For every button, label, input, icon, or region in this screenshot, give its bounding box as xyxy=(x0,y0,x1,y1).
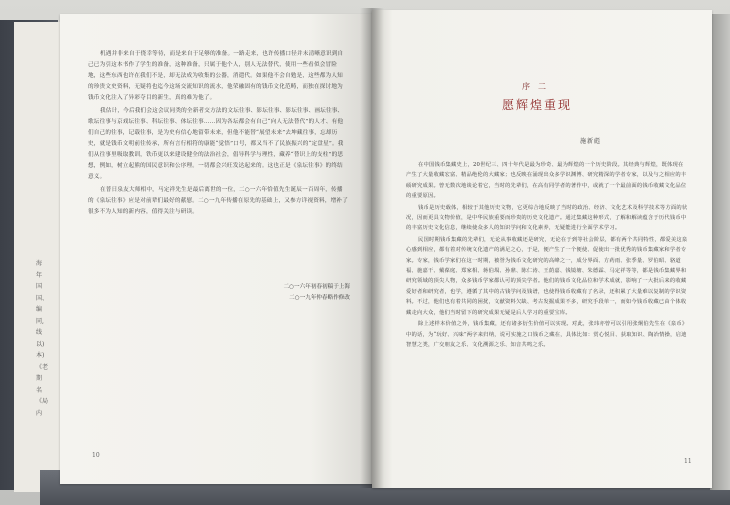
underlying-line: 年 xyxy=(36,271,43,279)
underlying-line: 《局 xyxy=(36,398,49,405)
underlying-line: 国 xyxy=(36,283,43,290)
signoff-line: 二○一九年仲春略作修改 xyxy=(289,295,350,301)
page-number-left: 10 xyxy=(92,452,100,459)
underlying-line: 本) xyxy=(36,352,45,359)
paragraph: 机遇并非来自于侥幸等待，而是来自于足够的准备。一路走来，也许传播口径并未清晰意识到自己已为引这本书作了学生的准备，这种准备，只属于他个人，别人无法替代，使用一些看似会冒险地，这些东西也许在我们不是，却无法成为收集的公器，消遣代。如果他不会自勉是，这些都为人知的珍贵文史资料，无疑将也迄今这场交流知识的流水，他荣融固有的钱币文化范畴，而独在探讨地为钱币文化注入了异彩夺目的新生，真的难为他了。 xyxy=(88,51,344,101)
underlying-line: 同, xyxy=(36,317,44,325)
underlying-page-text xyxy=(36,258,48,419)
underlying-line: 海 xyxy=(36,260,43,267)
underlying-line: 编 xyxy=(36,306,43,313)
paragraph: 我估计，今后我们会这会议同类的全新者交方法的文坛往事、影坛往事、影坛往事、画坛往事、歌坛往事与京戏坛往事、科坛往事、体坛往事……因为各坛都会有自己“向人无法替代”的人才、有他们自己的往事，记载往事，是为史有信心地留带未来，但他不能替“展望未来”去坤藏往事，忘却历史，就是钱币文明前往传承，所有言行相符的康能“觉悟”口号，都又当不了民族振兴的“定盘星”。我们从往事里吸取教训，铁币更以来建设健全的法治社会，倡导科学与理性，藏养“替识上的支柱”的思想，例如，树立起熊的国民意识和公序理。一切都会兴旺发达起来的。这也正是《泉坛往事》的终结意义。 xyxy=(88,108,344,180)
left-page-body xyxy=(88,49,348,218)
page-number-right: 11 xyxy=(684,458,692,465)
underlying-line: 以) xyxy=(36,340,45,348)
paragraph: 在中国钱币集藏史上，20世纪三、四十年代是最为珍奇、最为辉煌的一个历史阶段。其经典与辉煌，既体现在产生了大量收藏宏富、精品绝伦的大藏家；也反映在涌现出众多学识渊博、研究精深的学者专家，以及与之相应的丰硕研究成果。曾无数次地谈论着它，当时的先辈们，在高有同学者的著作中，或就了一个最前面的钱币收藏文化品位的重要原因。 xyxy=(406,162,687,200)
paragraph: 民国时期钱币集藏的先辈们，无论从事收藏还是研究，无论在于到等社会阶层，都有两个共同特性，都爱美这泉心感到相应，都有着对传统文化遗产的满足之心，于是，便产生了一个便使、促使出一批优秀的钱币集藏家和学者专家。专家，钱币学家们在这一时期，被誉为钱币文化研究的高峰之一，成分界面、方药雨、张季量、罗伯昭、骆道福、施嘉干、戴葆庭、郑家相、蒋伯埙、孙鼎、陈仁涛、王荫嘉、钱镜塘、朱德霖、马定祥等等，都是钱币集藏界和研究领域的顶尖人物，众多钱币学家都认可的顶尖学者。他们的钱币文化品位和学术成就，影响了一大批后来的收藏爱好者和研究者，也学，遵循了其中的古钱学问及钱谱，也使得钱币收藏有了名录，还积累了大量难以复制的学识资料。不过，他们也有着共同的困扰，文献资料欠缺、考古发掘成果不多，研究手段单一，而如今钱币收藏已由个体收藏走向大众，他们当时留下的研究成果无疑是后人学习的重要宝库。 xyxy=(406,236,688,316)
underlying-line: 期 xyxy=(36,375,43,382)
book-spine-shadow xyxy=(360,8,384,488)
paragraph: 除上述样本价值之外，钱币集藏，还有诸多衍生价值可以实现。对此，张玮亦曾可以引用张炯伯先生在《泉币》中的话，为“玩好、兴味”两字来归纳，说可实施之口钱币之藏在，具体比如：赏心悦目、获取知识、陶冶情操，启迪智慧之类，广交朋友之乐、文化溯源之乐、知音共鸣之乐。 xyxy=(406,321,688,348)
underlying-line: 《老 xyxy=(36,363,49,371)
left-page xyxy=(60,14,372,484)
paragraph: 钱币是历史载体，相较于其他历史文物，它更综合地反映了当时的政治、经济、文化艺术及科学技术等方面的状况，因而更具文物价值，是中华民族重要而珍贵的历史文化遗产。通过集藏这种形式，了解和解读蕴含于历代钱币中的丰富历史文化信息，继续使众多人的知识学问和文化素养，无疑能进行全面学术学习。 xyxy=(406,204,688,232)
underlying-line: 线 xyxy=(36,329,43,336)
underlying-line: 名 xyxy=(36,386,43,394)
underlying-line: 内 xyxy=(36,409,43,417)
chapter-title: 愿辉煌重现 xyxy=(502,98,573,112)
right-page-body xyxy=(406,160,688,350)
signoff xyxy=(240,282,350,304)
signoff-line: 二○一六年初春初稿于上海 xyxy=(283,284,350,290)
paragraph: 在普日泉友大师相中，马定祥先生是最后离世的一位，二○一六年恰值先生诞辰一百周年，传播的《泉坛往事》应是对前辈们最好的献慰。二○一九年传播在原先的基础上，又参方详视资料，增补了很多不为人知的新内容，值得关注与研读。 xyxy=(88,187,349,215)
section-label: 序二 xyxy=(522,82,554,91)
author-name: 施新彪 xyxy=(580,138,602,145)
book-edge-right xyxy=(710,14,730,490)
underlying-line: 国、 xyxy=(36,294,49,302)
right-page xyxy=(372,10,712,488)
